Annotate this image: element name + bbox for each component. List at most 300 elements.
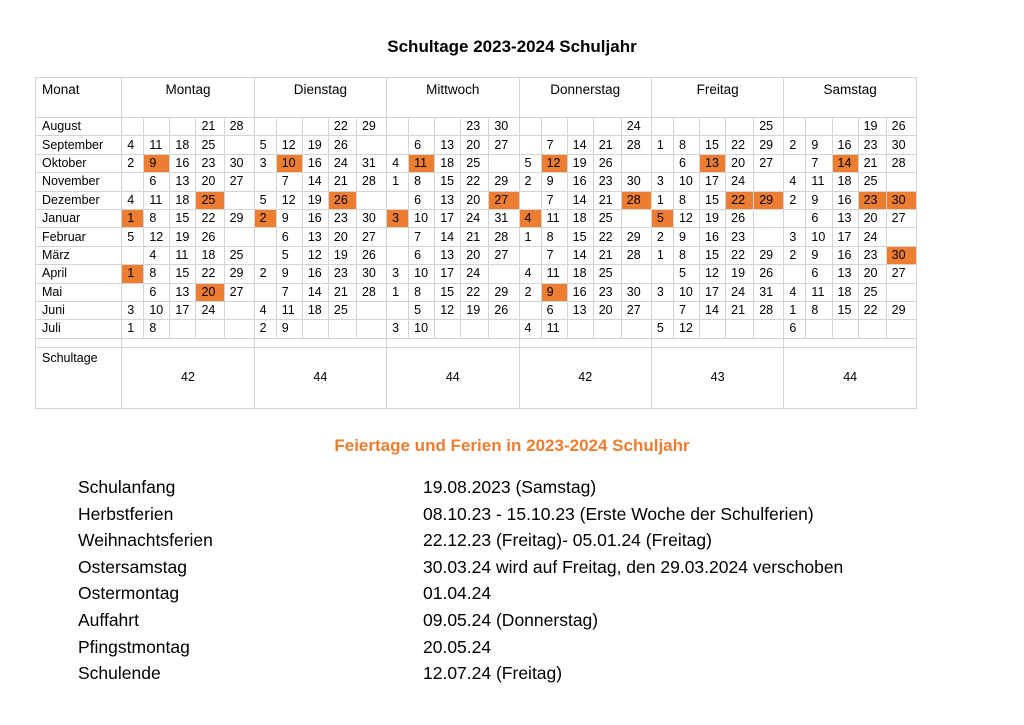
date-cell bbox=[651, 265, 673, 283]
day-header: Dienstag bbox=[254, 78, 386, 118]
holiday-label: Ostermontag bbox=[78, 583, 180, 604]
date-cell: 10 bbox=[409, 320, 435, 338]
date-cell: 19 bbox=[567, 154, 593, 172]
date-cell: 20 bbox=[858, 209, 886, 227]
date-cell: 28 bbox=[754, 301, 784, 319]
date-cell: 5 bbox=[254, 136, 276, 154]
holiday-date: 19.08.2023 (Samstag) bbox=[423, 477, 597, 497]
date-cell: 2 bbox=[519, 283, 541, 301]
date-cell: 25 bbox=[461, 154, 489, 172]
date-cell bbox=[593, 320, 621, 338]
date-cell: 23 bbox=[858, 136, 886, 154]
date-cell: 8 bbox=[673, 246, 699, 264]
date-cell: 10 bbox=[409, 265, 435, 283]
date-cell: 10 bbox=[673, 283, 699, 301]
date-cell bbox=[224, 301, 254, 319]
date-cell: 10 bbox=[806, 228, 832, 246]
date-cell: 20 bbox=[593, 301, 621, 319]
date-cell: 4 bbox=[254, 301, 276, 319]
holiday-label: Pfingstmontag bbox=[78, 636, 190, 657]
date-cell: 24 bbox=[461, 209, 489, 227]
date-cell: 8 bbox=[144, 265, 170, 283]
spacer-cell bbox=[254, 338, 386, 347]
date-cell bbox=[593, 118, 621, 136]
date-cell: 3 bbox=[387, 265, 409, 283]
date-cell: 24 bbox=[858, 228, 886, 246]
date-cell: 6 bbox=[409, 136, 435, 154]
date-cell: 9 bbox=[541, 283, 567, 301]
date-cell: 19 bbox=[302, 191, 328, 209]
date-cell bbox=[387, 301, 409, 319]
date-cell: 3 bbox=[122, 301, 144, 319]
date-cell: 30 bbox=[356, 265, 386, 283]
holiday-date: 22.12.23 (Freitag)- 05.01.24 (Freitag) bbox=[423, 530, 712, 551]
holiday-date: 12.07.24 (Freitag) bbox=[423, 663, 563, 684]
date-cell: 22 bbox=[858, 301, 886, 319]
date-cell: 14 bbox=[435, 228, 461, 246]
date-cell: 7 bbox=[276, 173, 302, 191]
date-cell: 23 bbox=[328, 209, 356, 227]
date-cell: 1 bbox=[784, 301, 806, 319]
month-row bbox=[36, 320, 917, 338]
date-cell bbox=[754, 228, 784, 246]
date-cell: 18 bbox=[832, 173, 858, 191]
month-name: Januar bbox=[36, 209, 122, 227]
date-cell: 21 bbox=[593, 136, 621, 154]
date-cell bbox=[254, 118, 276, 136]
date-cell: 25 bbox=[196, 191, 224, 209]
date-cell bbox=[254, 173, 276, 191]
date-cell: 18 bbox=[170, 136, 196, 154]
date-cell: 17 bbox=[700, 283, 726, 301]
date-cell bbox=[387, 246, 409, 264]
date-cell: 14 bbox=[567, 246, 593, 264]
date-cell: 23 bbox=[858, 246, 886, 264]
month-row bbox=[36, 265, 917, 283]
date-cell: 5 bbox=[651, 320, 673, 338]
date-cell bbox=[356, 301, 386, 319]
date-cell: 11 bbox=[276, 301, 302, 319]
date-cell: 20 bbox=[461, 246, 489, 264]
spacer-cell bbox=[784, 338, 917, 347]
date-cell: 14 bbox=[567, 136, 593, 154]
date-cell bbox=[122, 118, 144, 136]
date-cell: 5 bbox=[122, 228, 144, 246]
date-cell bbox=[122, 173, 144, 191]
date-cell: 8 bbox=[409, 283, 435, 301]
date-cell: 6 bbox=[784, 320, 806, 338]
date-cell: 1 bbox=[519, 228, 541, 246]
date-cell: 21 bbox=[196, 118, 224, 136]
date-cell: 25 bbox=[858, 173, 886, 191]
date-cell bbox=[621, 320, 651, 338]
day-header: Samstag bbox=[784, 78, 917, 118]
date-cell bbox=[387, 118, 409, 136]
date-cell: 6 bbox=[541, 301, 567, 319]
date-cell: 13 bbox=[700, 154, 726, 172]
day-header: Freitag bbox=[651, 78, 783, 118]
date-cell: 2 bbox=[254, 320, 276, 338]
date-cell: 8 bbox=[806, 301, 832, 319]
day-header: Mittwoch bbox=[387, 78, 519, 118]
date-cell: 21 bbox=[726, 301, 754, 319]
date-cell: 25 bbox=[196, 136, 224, 154]
date-cell: 12 bbox=[673, 320, 699, 338]
date-cell: 21 bbox=[328, 173, 356, 191]
date-cell: 3 bbox=[651, 283, 673, 301]
date-cell: 12 bbox=[541, 154, 567, 172]
date-cell: 12 bbox=[673, 209, 699, 227]
date-cell bbox=[621, 209, 651, 227]
spacer-cell bbox=[122, 338, 254, 347]
date-cell bbox=[224, 191, 254, 209]
date-cell: 15 bbox=[435, 283, 461, 301]
day-header: Montag bbox=[122, 78, 254, 118]
date-cell: 1 bbox=[387, 173, 409, 191]
date-cell: 25 bbox=[754, 118, 784, 136]
date-cell: 10 bbox=[673, 173, 699, 191]
date-cell: 30 bbox=[886, 136, 916, 154]
date-cell bbox=[754, 209, 784, 227]
date-cell bbox=[673, 118, 699, 136]
date-cell: 5 bbox=[673, 265, 699, 283]
spacer-cell bbox=[387, 338, 519, 347]
date-cell bbox=[784, 118, 806, 136]
date-cell: 16 bbox=[302, 209, 328, 227]
date-cell: 17 bbox=[832, 228, 858, 246]
date-cell bbox=[754, 173, 784, 191]
date-cell bbox=[489, 154, 519, 172]
date-cell: 3 bbox=[651, 173, 673, 191]
date-cell bbox=[541, 118, 567, 136]
date-cell bbox=[726, 320, 754, 338]
date-cell: 7 bbox=[541, 136, 567, 154]
date-cell: 25 bbox=[224, 246, 254, 264]
date-cell: 2 bbox=[254, 209, 276, 227]
date-cell: 17 bbox=[435, 265, 461, 283]
date-cell: 26 bbox=[886, 118, 916, 136]
date-cell: 28 bbox=[621, 191, 651, 209]
date-cell bbox=[886, 320, 916, 338]
date-cell: 18 bbox=[196, 246, 224, 264]
date-cell: 26 bbox=[328, 136, 356, 154]
holidays-title: Feiertage und Ferien in 2023-2024 Schuljahr bbox=[334, 436, 690, 455]
month-name: Juli bbox=[36, 320, 122, 338]
month-row bbox=[36, 136, 917, 154]
date-cell bbox=[328, 320, 356, 338]
table-header-row bbox=[36, 78, 917, 118]
date-cell bbox=[144, 118, 170, 136]
date-cell: 11 bbox=[541, 320, 567, 338]
date-cell bbox=[254, 228, 276, 246]
date-cell: 29 bbox=[224, 265, 254, 283]
date-cell bbox=[387, 191, 409, 209]
date-cell: 31 bbox=[489, 209, 519, 227]
date-cell bbox=[621, 154, 651, 172]
date-cell: 18 bbox=[567, 209, 593, 227]
date-cell: 18 bbox=[435, 154, 461, 172]
date-cell: 13 bbox=[435, 136, 461, 154]
date-cell bbox=[356, 191, 386, 209]
date-cell bbox=[387, 228, 409, 246]
date-cell: 23 bbox=[461, 118, 489, 136]
date-cell: 29 bbox=[886, 301, 916, 319]
date-cell bbox=[886, 228, 916, 246]
month-name: März bbox=[36, 246, 122, 264]
date-cell bbox=[784, 209, 806, 227]
date-cell: 18 bbox=[567, 265, 593, 283]
date-cell: 5 bbox=[409, 301, 435, 319]
date-cell bbox=[435, 118, 461, 136]
date-cell: 6 bbox=[276, 228, 302, 246]
date-cell: 12 bbox=[276, 136, 302, 154]
date-cell: 15 bbox=[170, 265, 196, 283]
date-cell: 29 bbox=[489, 173, 519, 191]
date-cell: 11 bbox=[409, 154, 435, 172]
date-cell: 1 bbox=[387, 283, 409, 301]
school-days-count: 42 bbox=[122, 347, 254, 408]
date-cell: 1 bbox=[651, 191, 673, 209]
date-cell bbox=[356, 320, 386, 338]
holiday-date: 30.03.24 wird auf Freitag, den 29.03.2024 verschoben bbox=[423, 556, 844, 577]
date-cell: 27 bbox=[489, 191, 519, 209]
date-cell: 5 bbox=[651, 209, 673, 227]
date-cell: 22 bbox=[461, 283, 489, 301]
date-cell: 31 bbox=[356, 154, 386, 172]
date-cell: 3 bbox=[254, 154, 276, 172]
date-cell: 9 bbox=[276, 209, 302, 227]
holiday-label: Weihnachtsferien bbox=[78, 530, 213, 551]
date-cell: 12 bbox=[700, 265, 726, 283]
date-cell bbox=[651, 118, 673, 136]
date-cell: 13 bbox=[567, 301, 593, 319]
date-cell: 28 bbox=[356, 283, 386, 301]
date-cell bbox=[224, 228, 254, 246]
page-title: Schultage 2023-2024 Schuljahr bbox=[387, 37, 637, 56]
date-cell: 13 bbox=[832, 209, 858, 227]
date-cell: 11 bbox=[806, 173, 832, 191]
date-cell: 12 bbox=[144, 228, 170, 246]
date-cell: 29 bbox=[754, 136, 784, 154]
date-cell: 27 bbox=[489, 136, 519, 154]
month-name: April bbox=[36, 265, 122, 283]
date-cell bbox=[621, 265, 651, 283]
date-cell: 4 bbox=[122, 136, 144, 154]
date-cell: 9 bbox=[806, 246, 832, 264]
date-cell: 21 bbox=[593, 191, 621, 209]
date-cell: 25 bbox=[858, 283, 886, 301]
date-cell: 2 bbox=[784, 246, 806, 264]
date-cell: 14 bbox=[832, 154, 858, 172]
date-cell: 26 bbox=[489, 301, 519, 319]
spacer-cell bbox=[651, 338, 783, 347]
date-cell: 24 bbox=[196, 301, 224, 319]
date-cell bbox=[519, 136, 541, 154]
date-cell bbox=[409, 118, 435, 136]
date-cell bbox=[886, 173, 916, 191]
date-cell: 30 bbox=[224, 154, 254, 172]
date-cell: 28 bbox=[356, 173, 386, 191]
date-cell bbox=[858, 320, 886, 338]
date-cell bbox=[832, 320, 858, 338]
date-cell: 15 bbox=[700, 136, 726, 154]
summary-label: Schultage bbox=[36, 347, 122, 408]
date-cell bbox=[784, 154, 806, 172]
date-cell: 16 bbox=[302, 154, 328, 172]
date-cell: 10 bbox=[276, 154, 302, 172]
date-cell: 31 bbox=[754, 283, 784, 301]
date-cell: 20 bbox=[328, 228, 356, 246]
date-cell: 21 bbox=[593, 246, 621, 264]
date-cell bbox=[651, 301, 673, 319]
date-cell: 23 bbox=[593, 173, 621, 191]
date-cell: 9 bbox=[806, 191, 832, 209]
date-cell: 13 bbox=[435, 191, 461, 209]
month-row bbox=[36, 191, 917, 209]
date-cell: 1 bbox=[122, 209, 144, 227]
date-cell: 18 bbox=[832, 283, 858, 301]
date-cell: 15 bbox=[832, 301, 858, 319]
date-cell: 9 bbox=[541, 173, 567, 191]
date-cell: 21 bbox=[461, 228, 489, 246]
date-cell: 23 bbox=[328, 265, 356, 283]
date-cell bbox=[170, 118, 196, 136]
date-cell bbox=[489, 265, 519, 283]
date-cell bbox=[754, 320, 784, 338]
date-cell: 12 bbox=[435, 301, 461, 319]
date-cell: 4 bbox=[784, 283, 806, 301]
date-cell: 3 bbox=[387, 320, 409, 338]
date-cell: 1 bbox=[651, 136, 673, 154]
date-cell bbox=[886, 283, 916, 301]
date-cell: 26 bbox=[356, 246, 386, 264]
date-cell bbox=[122, 246, 144, 264]
date-cell: 13 bbox=[435, 246, 461, 264]
date-cell bbox=[567, 320, 593, 338]
date-cell: 3 bbox=[387, 209, 409, 227]
date-cell: 14 bbox=[567, 191, 593, 209]
date-cell: 5 bbox=[254, 191, 276, 209]
date-cell: 29 bbox=[356, 118, 386, 136]
date-cell bbox=[387, 136, 409, 154]
date-cell: 16 bbox=[302, 265, 328, 283]
holiday-label: Herbstferien bbox=[78, 503, 174, 524]
day-header: Donnerstag bbox=[519, 78, 651, 118]
month-name: September bbox=[36, 136, 122, 154]
date-cell: 24 bbox=[461, 265, 489, 283]
date-cell: 19 bbox=[700, 209, 726, 227]
date-cell: 11 bbox=[541, 209, 567, 227]
date-cell bbox=[519, 246, 541, 264]
date-cell bbox=[519, 301, 541, 319]
school-days-count: 43 bbox=[651, 347, 783, 408]
date-cell: 2 bbox=[784, 191, 806, 209]
date-cell bbox=[356, 136, 386, 154]
holiday-label: Schulanfang bbox=[78, 477, 176, 497]
date-cell: 16 bbox=[832, 246, 858, 264]
date-cell: 24 bbox=[621, 118, 651, 136]
date-cell: 16 bbox=[567, 173, 593, 191]
date-cell: 21 bbox=[328, 283, 356, 301]
date-cell bbox=[122, 283, 144, 301]
date-cell: 8 bbox=[409, 173, 435, 191]
holiday-date: 08.10.23 - 15.10.23 (Erste Woche der Schulferien) bbox=[423, 503, 814, 524]
date-cell bbox=[784, 265, 806, 283]
date-cell: 19 bbox=[328, 246, 356, 264]
date-cell: 29 bbox=[621, 228, 651, 246]
date-cell: 20 bbox=[858, 265, 886, 283]
date-cell: 29 bbox=[754, 246, 784, 264]
date-cell: 6 bbox=[144, 283, 170, 301]
spacer-row bbox=[36, 338, 917, 347]
date-cell: 20 bbox=[196, 283, 224, 301]
month-name: Mai bbox=[36, 283, 122, 301]
date-cell: 2 bbox=[519, 173, 541, 191]
date-cell: 22 bbox=[726, 136, 754, 154]
date-cell: 13 bbox=[832, 265, 858, 283]
date-cell: 30 bbox=[886, 246, 916, 264]
date-cell: 4 bbox=[144, 246, 170, 264]
holiday-date: 09.05.24 (Donnerstag) bbox=[423, 609, 599, 630]
date-cell: 20 bbox=[726, 154, 754, 172]
month-row bbox=[36, 154, 917, 172]
month-row bbox=[36, 301, 917, 319]
date-cell: 27 bbox=[224, 173, 254, 191]
date-cell bbox=[519, 118, 541, 136]
date-cell: 15 bbox=[700, 191, 726, 209]
date-cell: 19 bbox=[858, 118, 886, 136]
date-cell: 15 bbox=[170, 209, 196, 227]
date-cell: 27 bbox=[224, 283, 254, 301]
date-cell: 16 bbox=[567, 283, 593, 301]
date-cell bbox=[700, 118, 726, 136]
date-cell: 1 bbox=[122, 265, 144, 283]
month-name: Juni bbox=[36, 301, 122, 319]
date-cell: 30 bbox=[356, 209, 386, 227]
date-cell: 24 bbox=[726, 283, 754, 301]
date-cell: 8 bbox=[673, 136, 699, 154]
date-cell: 18 bbox=[170, 191, 196, 209]
spacer-cell bbox=[36, 338, 122, 347]
date-cell: 7 bbox=[276, 283, 302, 301]
date-cell: 22 bbox=[593, 228, 621, 246]
date-cell bbox=[806, 320, 832, 338]
date-cell: 11 bbox=[170, 246, 196, 264]
date-cell: 6 bbox=[409, 246, 435, 264]
date-cell: 9 bbox=[806, 136, 832, 154]
date-cell: 22 bbox=[196, 209, 224, 227]
school-days-count: 44 bbox=[254, 347, 386, 408]
date-cell: 28 bbox=[489, 228, 519, 246]
date-cell: 22 bbox=[461, 173, 489, 191]
date-cell: 9 bbox=[276, 265, 302, 283]
date-cell: 8 bbox=[144, 209, 170, 227]
date-cell: 22 bbox=[328, 118, 356, 136]
date-cell bbox=[700, 320, 726, 338]
date-cell bbox=[224, 320, 254, 338]
date-cell: 26 bbox=[196, 228, 224, 246]
date-cell: 28 bbox=[224, 118, 254, 136]
date-cell: 26 bbox=[593, 154, 621, 172]
date-cell: 7 bbox=[409, 228, 435, 246]
holiday-date: 20.05.24 bbox=[423, 636, 492, 657]
date-cell: 15 bbox=[567, 228, 593, 246]
date-cell bbox=[196, 320, 224, 338]
date-cell: 6 bbox=[806, 209, 832, 227]
month-row bbox=[36, 173, 917, 191]
date-cell: 2 bbox=[122, 154, 144, 172]
date-cell: 22 bbox=[196, 265, 224, 283]
